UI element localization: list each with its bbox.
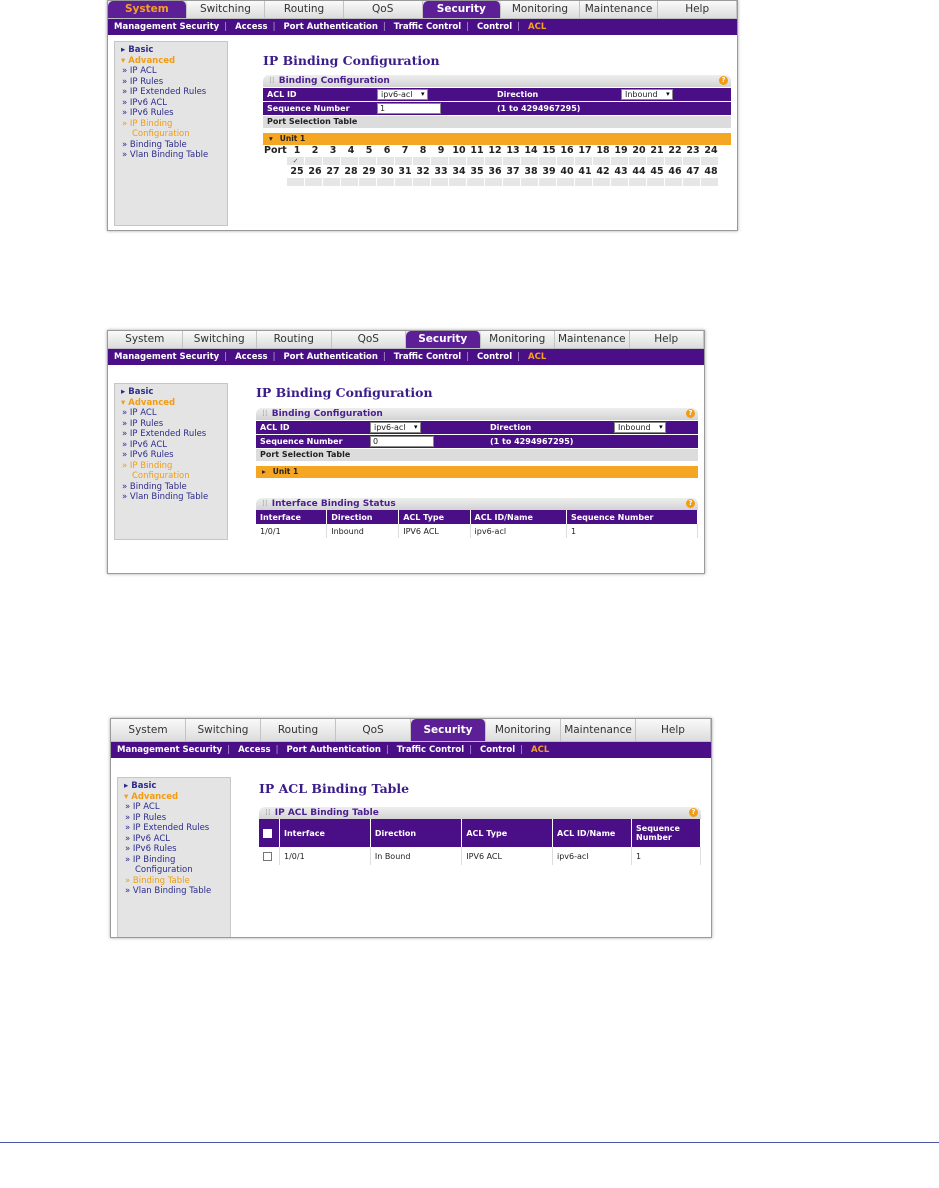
port-number: 25 xyxy=(290,166,304,177)
sidebar xyxy=(117,777,231,938)
port-checkbox[interactable] xyxy=(557,157,575,165)
port-checkbox[interactable] xyxy=(449,157,467,165)
tab-monitoring[interactable]: Monitoring xyxy=(486,719,561,741)
subnav-access[interactable]: Access xyxy=(235,352,268,362)
page-footer-rule xyxy=(0,1142,939,1143)
port-number: 22 xyxy=(668,145,682,156)
port-checkbox[interactable] xyxy=(503,157,521,165)
subnav-management-security[interactable]: Management Security xyxy=(114,22,220,32)
port-number: 47 xyxy=(686,166,700,177)
port-number: 6 xyxy=(383,145,391,156)
port-checkbox[interactable] xyxy=(629,157,647,165)
table-header-row xyxy=(259,819,701,847)
port-checkbox[interactable] xyxy=(503,178,521,186)
main-nav-tabs xyxy=(108,1,737,19)
port-checkbox[interactable] xyxy=(701,157,719,165)
tab-monitoring[interactable]: Monitoring xyxy=(501,1,580,18)
port-number: 19 xyxy=(614,145,628,156)
port-number: 24 xyxy=(704,145,718,156)
tab-system[interactable]: System xyxy=(108,1,187,18)
port-checkbox[interactable] xyxy=(575,157,593,165)
port-checkbox[interactable] xyxy=(521,178,539,186)
col-acl-id-name: ACL ID/Name xyxy=(470,510,566,524)
security-subnav: Management Security | Access | Port Authentication | Traffic Control | Control | ACL xyxy=(108,349,704,365)
col-interface: Interface xyxy=(280,819,371,847)
tab-routing[interactable]: Routing xyxy=(265,1,344,18)
tab-maintenance[interactable]: Maintenance xyxy=(555,331,630,348)
port-number: 18 xyxy=(596,145,610,156)
unit-bar[interactable]: ▾ Unit 1 xyxy=(263,133,731,145)
port-checkbox[interactable] xyxy=(323,178,341,186)
sidebar-item-vlan-binding-table[interactable]: » Vlan Binding Table xyxy=(122,492,209,502)
help-icon[interactable]: ? xyxy=(686,499,695,508)
sidebar-item-ip-rules[interactable]: » IP Rules xyxy=(122,418,164,429)
port-checkbox[interactable] xyxy=(611,157,629,165)
security-subnav: Management Security | Access | Port Authentication | Traffic Control | Control | ACL xyxy=(111,742,711,758)
port-checkbox[interactable] xyxy=(593,157,611,165)
port-checkbox[interactable] xyxy=(467,157,485,165)
binding-table-panel xyxy=(259,807,701,865)
subnav-port-authentication[interactable]: Port Authentication xyxy=(283,352,378,362)
port-selection-label: Port Selection Table xyxy=(263,116,731,128)
port-number: 32 xyxy=(416,166,430,177)
port-checkbox[interactable] xyxy=(593,178,611,186)
port-checkbox[interactable] xyxy=(431,178,449,186)
help-icon[interactable]: ? xyxy=(686,409,695,418)
port-checkbox[interactable] xyxy=(359,157,377,165)
sequence-label: Sequence Number xyxy=(260,437,343,446)
main-nav-tabs xyxy=(111,719,711,742)
port-checkbox[interactable] xyxy=(431,157,449,165)
col-interface: Interface xyxy=(256,510,327,524)
cell-acl-id-name: ipv6-acl xyxy=(470,524,566,538)
port-number: 14 xyxy=(524,145,538,156)
sidebar-item-ipv6-rules[interactable]: » IPv6 Rules xyxy=(122,108,174,118)
tab-help[interactable]: Help xyxy=(636,719,711,741)
sidebar-basic[interactable]: ▸ Basic xyxy=(121,387,154,397)
cell-select xyxy=(259,847,280,865)
port-number: 5 xyxy=(365,145,373,156)
port-number: 15 xyxy=(542,145,556,156)
page-title: IP ACL Binding Table xyxy=(259,781,410,796)
port-number: 29 xyxy=(362,166,376,177)
port-number: 44 xyxy=(632,166,646,177)
port-checkbox[interactable] xyxy=(521,157,539,165)
tab-system[interactable]: System xyxy=(111,719,186,741)
port-number: 27 xyxy=(326,166,340,177)
port-checkbox[interactable] xyxy=(647,178,665,186)
col-acl-id-name: ACL ID/Name xyxy=(553,819,632,847)
sidebar-item-ip-binding-cont[interactable]: Configuration xyxy=(132,129,190,139)
port-number: 33 xyxy=(434,166,448,177)
port-number: 11 xyxy=(470,145,484,156)
ports-row-1 xyxy=(263,145,731,157)
port-checkbox[interactable] xyxy=(377,178,395,186)
sidebar-item-ip-acl[interactable]: » IP ACL xyxy=(122,66,157,76)
subnav-control[interactable]: Control xyxy=(480,745,516,755)
subnav-port-authentication[interactable]: Port Authentication xyxy=(286,745,381,755)
port-number: 48 xyxy=(704,166,718,177)
port-checkbox[interactable] xyxy=(611,178,629,186)
panel-header: ⁞⁞ Binding Configuration ? xyxy=(263,75,731,87)
col-acl-type: ACL Type xyxy=(399,510,470,524)
port-number: 46 xyxy=(668,166,682,177)
port-number: 26 xyxy=(308,166,322,177)
port-number: 20 xyxy=(632,145,646,156)
page-title: IP Binding Configuration xyxy=(263,53,440,68)
port-checkbox[interactable] xyxy=(485,178,503,186)
subnav-control[interactable]: Control xyxy=(477,22,513,32)
col-select-all xyxy=(259,819,280,847)
subnav-acl[interactable]: ACL xyxy=(528,22,547,32)
sidebar-item-binding-table[interactable]: » Binding Table xyxy=(125,875,190,886)
port-number: 8 xyxy=(419,145,427,156)
port-number: 43 xyxy=(614,166,628,177)
port-checkbox-row-1 xyxy=(263,157,731,166)
tab-qos[interactable]: QoS xyxy=(344,1,423,18)
port-checkbox[interactable] xyxy=(485,157,503,165)
port-number: 3 xyxy=(329,145,337,156)
ports-row-2 xyxy=(263,166,731,178)
sequence-label: Sequence Number xyxy=(267,104,350,113)
subnav-traffic-control[interactable]: Traffic Control xyxy=(396,745,465,755)
panel-header: ⁞⁞ IP ACL Binding Table ? xyxy=(259,807,701,819)
sequence-input[interactable]: 0 xyxy=(370,436,434,447)
acl-id-label: ACL ID xyxy=(260,423,290,432)
port-checkbox[interactable] xyxy=(575,178,593,186)
port-number: 39 xyxy=(542,166,556,177)
port-number: 9 xyxy=(437,145,445,156)
tab-routing[interactable]: Routing xyxy=(257,331,332,348)
port-number: 42 xyxy=(596,166,610,177)
port-number: 34 xyxy=(452,166,466,177)
cell-acl-type: IPV6 ACL xyxy=(399,524,470,538)
binding-config-panel xyxy=(256,408,698,478)
sidebar-item-ip-extended-rules[interactable]: » IP Extended Rules xyxy=(122,87,207,97)
port-checkbox[interactable] xyxy=(467,178,485,186)
tab-switching[interactable]: Switching xyxy=(187,1,266,18)
select-all-checkbox[interactable] xyxy=(263,829,272,838)
port-checkbox[interactable] xyxy=(341,178,359,186)
sidebar-item-ip-binding[interactable]: » IP Binding xyxy=(122,118,173,129)
main-nav-tabs xyxy=(108,331,704,349)
sidebar-basic[interactable]: ▸ Basic xyxy=(121,45,154,55)
subnav-control[interactable]: Control xyxy=(477,352,513,362)
tab-routing[interactable]: Routing xyxy=(261,719,336,741)
collapse-arrow-icon: ▾ xyxy=(269,134,273,143)
port-number: 7 xyxy=(401,145,409,156)
port-checkbox[interactable] xyxy=(305,157,323,165)
sequence-row xyxy=(263,101,731,115)
sidebar-item-ip-rules[interactable]: » IP Rules xyxy=(125,812,167,823)
direction-label: Direction xyxy=(497,90,539,99)
port-number: 40 xyxy=(560,166,574,177)
tab-qos[interactable]: QoS xyxy=(336,719,411,741)
sidebar-item-binding-table[interactable]: » Binding Table xyxy=(122,481,187,492)
port-checkbox[interactable] xyxy=(413,178,431,186)
sidebar-advanced[interactable]: ▾ Advanced xyxy=(124,791,179,802)
port-number: 12 xyxy=(488,145,502,156)
port-number: 41 xyxy=(578,166,592,177)
sidebar-item-ip-binding-cont[interactable]: Configuration xyxy=(132,471,190,481)
cell-acl-id-name: ipv6-acl xyxy=(553,847,632,865)
tab-switching[interactable]: Switching xyxy=(186,719,261,741)
port-number: 2 xyxy=(311,145,319,156)
port-checkbox-row-2 xyxy=(263,178,731,187)
sidebar-item-ip-acl[interactable]: » IP ACL xyxy=(122,408,157,418)
port-checkbox[interactable] xyxy=(539,157,557,165)
main-content xyxy=(256,385,698,538)
port-number: 1 xyxy=(293,145,301,156)
port-number: 4 xyxy=(347,145,355,156)
port-number: 16 xyxy=(560,145,574,156)
port-checkbox[interactable] xyxy=(305,178,323,186)
acl-id-row xyxy=(263,87,731,101)
port-checkbox[interactable] xyxy=(323,157,341,165)
port-number: 28 xyxy=(344,166,358,177)
sidebar xyxy=(114,41,228,226)
tab-help[interactable]: Help xyxy=(630,331,705,348)
help-icon[interactable]: ? xyxy=(689,808,698,817)
direction-select[interactable]: Inbound ▾ xyxy=(621,89,673,100)
sidebar-item-ipv6-rules[interactable]: » IPv6 Rules xyxy=(122,450,174,460)
subnav-port-authentication[interactable]: Port Authentication xyxy=(283,22,378,32)
unit-bar[interactable]: ▸ Unit 1 xyxy=(256,466,698,478)
port-checkbox[interactable] xyxy=(395,157,413,165)
sidebar-item-vlan-binding-table[interactable]: » Vlan Binding Table xyxy=(122,150,209,160)
port-number: 30 xyxy=(380,166,394,177)
acl-id-select[interactable]: ipv6-acl ▾ xyxy=(370,422,421,433)
screenshot-binding-config-ports xyxy=(107,0,738,231)
sidebar-item-vlan-binding-table[interactable]: » Vlan Binding Table xyxy=(125,886,212,896)
screenshot-binding-config-status xyxy=(107,330,705,574)
tab-maintenance[interactable]: Maintenance xyxy=(561,719,636,741)
port-number: 13 xyxy=(506,145,520,156)
main-content xyxy=(263,53,731,187)
acl-binding-table xyxy=(259,819,701,865)
subnav-management-security[interactable]: Management Security xyxy=(114,352,220,362)
port-number: 21 xyxy=(650,145,664,156)
cell-direction: Inbound xyxy=(327,524,399,538)
screenshot-binding-table xyxy=(110,718,712,938)
direction-select[interactable]: Inbound ▾ xyxy=(614,422,666,433)
cell-interface: 1/0/1 xyxy=(256,524,327,538)
port-checkbox[interactable] xyxy=(701,178,719,186)
port-checkbox[interactable] xyxy=(539,178,557,186)
col-direction: Direction xyxy=(370,819,461,847)
binding-status-table xyxy=(256,510,698,538)
acl-id-select[interactable]: ipv6-acl ▾ xyxy=(377,89,428,100)
sidebar-item-ipv6-acl[interactable]: » IPv6 ACL xyxy=(125,833,171,844)
sidebar-advanced[interactable]: ▾ Advanced xyxy=(121,397,176,408)
sidebar-item-ip-binding[interactable]: » IP Binding xyxy=(122,460,173,471)
main-content xyxy=(259,781,701,865)
panel-header: ⁞⁞ Binding Configuration ? xyxy=(256,408,698,420)
subnav-acl[interactable]: ACL xyxy=(531,745,550,755)
port-checkbox[interactable] xyxy=(395,178,413,186)
port-checkbox[interactable] xyxy=(683,178,701,186)
port-number: 35 xyxy=(470,166,484,177)
sequence-input[interactable]: 1 xyxy=(377,103,441,114)
cell-interface: 1/0/1 xyxy=(280,847,371,865)
binding-config-panel xyxy=(263,75,731,187)
sidebar-item-ip-binding[interactable]: » IP Binding xyxy=(125,854,176,865)
port-number: 36 xyxy=(488,166,502,177)
port-checkbox[interactable] xyxy=(413,157,431,165)
port-checkbox[interactable] xyxy=(683,157,701,165)
subnav-access[interactable]: Access xyxy=(235,22,268,32)
help-icon[interactable]: ? xyxy=(719,76,728,85)
table-row xyxy=(259,847,701,865)
sidebar-item-ip-extended-rules[interactable]: » IP Extended Rules xyxy=(122,429,207,439)
row-checkbox[interactable] xyxy=(263,852,272,861)
port-checkbox[interactable] xyxy=(629,178,647,186)
subnav-traffic-control[interactable]: Traffic Control xyxy=(393,22,462,32)
cell-acl-type: IPV6 ACL xyxy=(462,847,553,865)
sidebar-item-ip-rules[interactable]: » IP Rules xyxy=(122,76,164,87)
binding-status-panel xyxy=(256,498,698,538)
port-checkbox[interactable] xyxy=(557,178,575,186)
cell-sequence-number: 1 xyxy=(566,524,697,538)
port-checkbox[interactable] xyxy=(665,178,683,186)
col-direction: Direction xyxy=(327,510,399,524)
subnav-access[interactable]: Access xyxy=(238,745,271,755)
port-checkbox[interactable] xyxy=(377,157,395,165)
sidebar-item-ipv6-acl[interactable]: » IPv6 ACL xyxy=(122,439,168,450)
port-number: 31 xyxy=(398,166,412,177)
col-acl-type: ACL Type xyxy=(462,819,553,847)
security-subnav: Management Security | Access | Port Authentication | Traffic Control | Control | ACL xyxy=(108,19,737,35)
cell-direction: In Bound xyxy=(370,847,461,865)
tab-switching[interactable]: Switching xyxy=(183,331,258,348)
cell-sequence-number: 1 xyxy=(632,847,701,865)
sequence-row xyxy=(256,434,698,448)
tab-maintenance[interactable]: Maintenance xyxy=(580,1,659,18)
page-title: IP Binding Configuration xyxy=(256,385,433,400)
tab-security[interactable]: Security xyxy=(423,1,502,18)
sidebar-item-ip-acl[interactable]: » IP ACL xyxy=(125,802,160,812)
sequence-range: (1 to 4294967295) xyxy=(490,437,574,446)
sidebar-item-ipv6-acl[interactable]: » IPv6 ACL xyxy=(122,97,168,108)
direction-label: Direction xyxy=(490,423,532,432)
sidebar-item-ip-extended-rules[interactable]: » IP Extended Rules xyxy=(125,823,210,833)
port-selection-label: Port Selection Table xyxy=(256,449,698,461)
port-checkbox[interactable] xyxy=(665,157,683,165)
tab-qos[interactable]: QoS xyxy=(332,331,407,348)
col-sequence-number: Sequence Number xyxy=(566,510,697,524)
port-checkbox[interactable] xyxy=(647,157,665,165)
sidebar-item-binding-table[interactable]: » Binding Table xyxy=(122,139,187,150)
sidebar xyxy=(114,383,228,540)
sidebar-basic[interactable]: ▸ Basic xyxy=(124,781,157,791)
panel-header: ⁞⁞ Interface Binding Status ? xyxy=(256,498,698,510)
subnav-acl[interactable]: ACL xyxy=(528,352,547,362)
col-sequence-number: Sequence Number xyxy=(632,819,701,847)
port-number: 38 xyxy=(524,166,538,177)
port-checkbox[interactable] xyxy=(359,178,377,186)
port-number: 10 xyxy=(452,145,466,156)
port-checkbox[interactable] xyxy=(341,157,359,165)
port-number: 17 xyxy=(578,145,592,156)
port-checkbox[interactable] xyxy=(449,178,467,186)
sidebar-advanced[interactable]: ▾ Advanced xyxy=(121,55,176,66)
acl-id-row xyxy=(256,420,698,434)
expand-arrow-icon: ▸ xyxy=(262,467,266,476)
tab-help[interactable]: Help xyxy=(658,1,737,18)
sequence-range: (1 to 4294967295) xyxy=(497,104,581,113)
port-number: 23 xyxy=(686,145,700,156)
sidebar-item-ip-binding-cont[interactable]: Configuration xyxy=(135,865,193,875)
tab-system[interactable]: System xyxy=(108,331,183,348)
port-checkbox[interactable]: ✓ xyxy=(287,157,305,165)
table-header-row xyxy=(256,510,698,524)
tab-security[interactable]: Security xyxy=(411,719,486,741)
port-label: Port xyxy=(264,145,287,156)
table-row xyxy=(256,524,698,538)
subnav-traffic-control[interactable]: Traffic Control xyxy=(393,352,462,362)
sidebar-item-ipv6-rules[interactable]: » IPv6 Rules xyxy=(125,844,177,854)
tab-security[interactable]: Security xyxy=(406,331,481,348)
tab-monitoring[interactable]: Monitoring xyxy=(481,331,556,348)
acl-id-label: ACL ID xyxy=(267,90,297,99)
port-checkbox[interactable] xyxy=(287,178,305,186)
port-number: 37 xyxy=(506,166,520,177)
port-number: 45 xyxy=(650,166,664,177)
subnav-management-security[interactable]: Management Security xyxy=(117,745,223,755)
